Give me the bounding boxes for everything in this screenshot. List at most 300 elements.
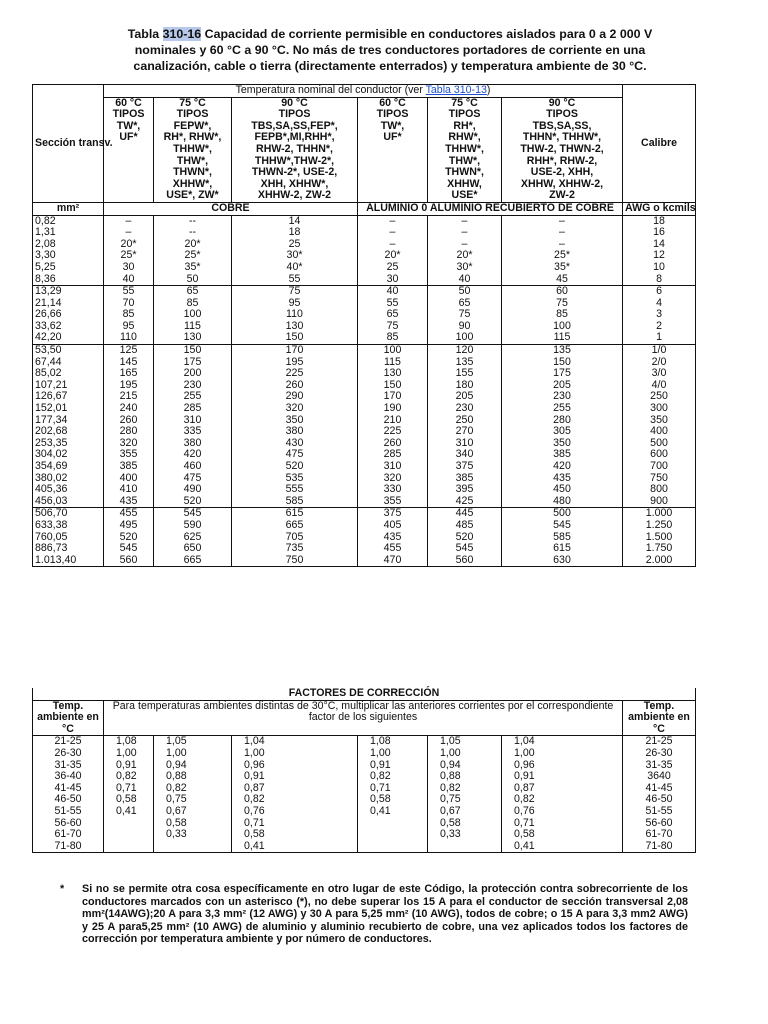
table-cell: 110 [104,332,154,344]
table-cell: 2.000 [623,555,696,567]
correction-cell: 0,58 [232,829,358,841]
table-cell: 180 [428,380,502,392]
correction-cell: 0,41 [104,806,154,818]
correction-cell: 31-35 [33,760,104,772]
table-cell: 1.500 [623,532,696,544]
table-cell: 1.013,40 [33,555,104,567]
table-cell: 375 [428,461,502,473]
table-cell: 85 [104,309,154,321]
table-cell: 735 [232,543,358,555]
correction-cell: 41-45 [623,783,696,795]
table-cell: 30* [232,250,358,262]
type-label: TBS,SA,SS,FEP*, [251,119,338,132]
table-cell: 886,73 [33,543,104,555]
correction-cell: 0,41 [502,841,623,853]
table-cell: 195 [104,380,154,392]
correction-cell: 21-25 [623,736,696,748]
correction-cell: 1,04 [502,736,623,748]
table-cell: 35* [502,262,623,274]
table-cell: 14 [623,239,696,251]
table-row [33,227,696,239]
table-cell: 545 [502,520,623,532]
correction-cell: 0,82 [428,783,502,795]
table-cell: 585 [232,496,358,508]
table-cell: 354,69 [33,461,104,473]
table-cell: 40 [428,274,502,286]
table-cell: 665 [154,555,232,567]
table-cell: 633,38 [33,520,104,532]
table-cell: 230 [154,380,232,392]
table-cell: 445 [428,508,502,520]
correction-cell: 0,87 [502,783,623,795]
type-label: THWN-2*, USE-2, [251,166,338,179]
table-cell: 335 [154,426,232,438]
table-cell: 10 [623,262,696,274]
table-cell: 435 [104,496,154,508]
temp-cell: 90 °C [232,97,358,109]
table-cell: 4 [623,298,696,310]
table-cell: 200 [154,368,232,380]
table-cell: 285 [154,403,232,415]
table-cell: 85 [154,298,232,310]
table-cell: 385 [428,473,502,485]
table-cell: 65 [358,309,428,321]
unit-mm: mm² [33,202,104,215]
table-cell: 1.750 [623,543,696,555]
correction-row [33,829,696,841]
type-label: UF* [119,131,138,144]
table-cell: 625 [154,532,232,544]
type-label: THW*, [448,154,481,167]
table-cell: 425 [428,496,502,508]
table-cell: 126,67 [33,391,104,403]
type-label: THWN*, [173,166,212,179]
correction-cell: 0,75 [154,794,232,806]
table-cell: 75 [358,321,428,333]
table-cell: 300 [623,403,696,415]
table-row [33,461,696,473]
correction-cell: 0,75 [428,794,502,806]
table-cell: 155 [428,368,502,380]
table-cell: 560 [428,555,502,567]
types-cell [428,109,502,202]
table-cell: 520 [428,532,502,544]
table-cell: 90 [428,321,502,333]
type-label: ZW-2 [549,189,575,202]
table-cell: 75 [502,298,623,310]
correction-cell [428,841,502,853]
table-cell: 100 [428,332,502,344]
correction-cell: 0,67 [428,806,502,818]
type-label: RHW-2, THHN*, [256,142,333,155]
types-cell [358,109,428,202]
table-cell: 380 [154,438,232,450]
table-cell: 170 [358,391,428,403]
correction-cell: 1,00 [154,748,232,760]
correction-cell: 36-40 [33,771,104,783]
table-cell: 410 [104,484,154,496]
table-cell: 250 [428,415,502,427]
table-cell: 650 [154,543,232,555]
temp-cell: 75 °C [154,97,232,109]
correction-cell: 0,33 [428,829,502,841]
table-cell: 202,68 [33,426,104,438]
type-label: FEPB*,MI,RHH*, [254,131,335,144]
table-cell: 145 [104,357,154,369]
table-cell: 45 [502,274,623,286]
table-cell: 900 [623,496,696,508]
table-cell: 480 [502,496,623,508]
correction-cell: 1,00 [358,748,428,760]
corr-left-header: Temp. ambiente en °C [33,700,104,736]
correction-cell [104,829,154,841]
table-row [33,520,696,532]
table-cell: 630 [502,555,623,567]
table-cell: 535 [232,473,358,485]
type-label: TIPOS [376,108,409,121]
correction-cell: 1,08 [358,736,428,748]
table-row [33,286,696,298]
table-cell: 0,82 [33,215,104,227]
table-cell: 6 [623,286,696,298]
table-cell: 320 [232,403,358,415]
correction-cell [104,818,154,830]
type-label: RH*, RHW*, [163,131,222,144]
temp-cell: 60 °C [104,97,154,109]
table-cell: 95 [232,298,358,310]
table-cell: 75 [428,309,502,321]
table-cell: 250 [623,391,696,403]
table-cell: 385 [104,461,154,473]
table-cell: 30 [358,274,428,286]
type-label: TIPOS [112,108,145,121]
table-cell: – [502,215,623,227]
table-cell: 435 [358,532,428,544]
table-cell: 255 [502,403,623,415]
table-cell: 400 [623,426,696,438]
table-cell: 14 [232,215,358,227]
table-cell: -- [154,227,232,239]
table-cell: 560 [104,555,154,567]
table-cell: – [428,239,502,251]
table-cell: 615 [232,508,358,520]
table-cell: – [358,215,428,227]
table-cell: 35* [154,262,232,274]
table-cell: – [104,227,154,239]
table-cell: 420 [502,461,623,473]
table-cell: 520 [232,461,358,473]
table-cell: 520 [104,532,154,544]
table-cell: 175 [502,368,623,380]
table-cell: 50 [154,274,232,286]
table-cell: 420 [154,449,232,461]
table-cell: 506,70 [33,508,104,520]
correction-cell: 0,88 [154,771,232,783]
table-cell: 195 [232,357,358,369]
table-cell: 240 [104,403,154,415]
correction-cell: 0,91 [104,760,154,772]
table-cell: 3 [623,309,696,321]
correction-row [33,771,696,783]
table-cell: 253,35 [33,438,104,450]
correction-cell: 41-45 [33,783,104,795]
table-cell: 205 [428,391,502,403]
table-row [33,215,696,227]
type-label: TW*, [380,119,405,132]
type-label: RHW*, [448,131,481,144]
table-cell: 800 [623,484,696,496]
correction-cell: 0,96 [232,760,358,772]
table-cell: 55 [232,274,358,286]
ampacity-table [32,84,696,567]
table-cell: 460 [154,461,232,473]
table-cell: 455 [104,508,154,520]
table-cell: 750 [623,473,696,485]
awg-header: AWG o kcmils [623,202,696,215]
type-label: USE-2, XHH, [530,166,594,179]
table-row [33,262,696,274]
tabla-310-13-link[interactable]: Tabla 310-13 [425,84,487,96]
correction-row [33,841,696,853]
table-cell: 13,29 [33,286,104,298]
table-cell: 16 [623,227,696,239]
type-label: TIPOS [278,108,311,121]
table-cell: 405,36 [33,484,104,496]
table-cell: 260 [104,415,154,427]
correction-cell: 1,08 [104,736,154,748]
table-cell: 75 [232,286,358,298]
table-cell: 190 [358,403,428,415]
table-cell: 615 [502,543,623,555]
correction-cell [358,818,428,830]
table-cell: 20* [358,250,428,262]
type-label: UF* [383,131,402,144]
type-label: XHHW, XHHW-2, [520,177,604,190]
type-label: XHH, XHHW*, [260,177,329,190]
table-cell: 280 [502,415,623,427]
correction-cell: 1,05 [154,736,232,748]
table-cell: 545 [154,508,232,520]
correction-cell: 0,58 [154,818,232,830]
type-label: FEPW*, [173,119,212,132]
correction-cell: 46-50 [33,794,104,806]
correction-row [33,806,696,818]
table-cell: 455 [358,543,428,555]
table-cell: 205 [502,380,623,392]
type-label: THW-2, THWN-2, [520,142,604,155]
types-cell [154,109,232,202]
table-cell: 260 [232,380,358,392]
type-label: USE*, ZW* [166,189,219,202]
table-cell: 70 [104,298,154,310]
table-cell: 270 [428,426,502,438]
table-cell: 304,02 [33,449,104,461]
table-cell: – [104,215,154,227]
table-cell: 380 [232,426,358,438]
table-cell: 430 [232,438,358,450]
table-cell: 700 [623,461,696,473]
type-label: XHHW-2, ZW-2 [257,189,332,202]
correction-cell: 0,82 [232,794,358,806]
correction-cell: 0,91 [502,771,623,783]
temp-title: Temperatura nominal del conductor (ver Tabla 310-13) [104,85,623,98]
table-cell: 25 [358,262,428,274]
type-label: TW*, [116,119,141,132]
table-cell: 8 [623,274,696,286]
table-title: Tabla 310-16 Capacidad de corriente permisible en conductores aislados para 0 a 2 000 V nominales y 60 °C a 90 °C. No más de tres conductores portadores de corriente en una canalización, cable o tierra (directamente enterrados) y temperatura ambiente de 30 °C. [127,27,653,73]
type-label: THHW*, [173,142,212,155]
table-cell: 520 [154,496,232,508]
table-cell: 26,66 [33,309,104,321]
table-cell: – [502,239,623,251]
table-cell: 230 [502,391,623,403]
table-cell: 165 [104,368,154,380]
correction-cell: 56-60 [623,818,696,830]
table-cell: 1,31 [33,227,104,239]
types-cell [502,109,623,202]
table-cell: 20* [104,239,154,251]
table-cell: 225 [232,368,358,380]
table-cell: 170 [232,345,358,357]
temp-cell: 60 °C [358,97,428,109]
table-cell: 3/0 [623,368,696,380]
type-label: THHW*, [445,142,484,155]
correction-cell: 0,71 [104,783,154,795]
table-cell: 380,02 [33,473,104,485]
table-cell: – [502,227,623,239]
correction-cell: 0,33 [154,829,232,841]
correction-cell: 0,71 [358,783,428,795]
table-cell: 665 [232,520,358,532]
type-label: THHN*, THHW*, [522,131,602,144]
table-cell: 320 [358,473,428,485]
correction-cell: 0,71 [502,818,623,830]
table-cell: 25* [104,250,154,262]
type-label: XHHW*, [172,177,213,190]
correction-cell: 0,58 [428,818,502,830]
table-cell: 115 [502,332,623,344]
table-cell: 30 [104,262,154,274]
table-cell: 290 [232,391,358,403]
table-cell: 130 [358,368,428,380]
correction-cell: 0,76 [232,806,358,818]
correction-cell: 21-25 [33,736,104,748]
table-cell: 53,50 [33,345,104,357]
table-cell: 152,01 [33,403,104,415]
table-cell: 107,21 [33,380,104,392]
correction-cell: 1,00 [502,748,623,760]
correction-row [33,748,696,760]
table-cell: 40 [358,286,428,298]
table-cell: 115 [154,321,232,333]
table-cell: 85,02 [33,368,104,380]
table-cell: 150 [358,380,428,392]
correction-cell: 1,00 [104,748,154,760]
table-cell: 100 [358,345,428,357]
table-cell: 50 [428,286,502,298]
table-cell: 40 [104,274,154,286]
table-cell: 600 [623,449,696,461]
aluminum-header: ALUMINIO 0 ALUMINIO RECUBIERTO DE COBRE [358,202,623,215]
table-cell: 65 [154,286,232,298]
table-cell: 485 [428,520,502,532]
table-cell: 100 [154,309,232,321]
type-label: USE* [451,189,478,202]
correction-cell: 1,00 [428,748,502,760]
table-cell: 340 [428,449,502,461]
table-cell: 355 [104,449,154,461]
table-cell: 350 [502,438,623,450]
correction-cell: 0,94 [154,760,232,772]
correction-cell [104,841,154,853]
correction-cell: 0,71 [232,818,358,830]
table-cell: 18 [232,227,358,239]
table-cell: -- [154,215,232,227]
table-cell: 1/0 [623,345,696,357]
table-cell: 320 [104,438,154,450]
type-label: RHH*, RHW-2, [526,154,598,167]
section-header: Sección transv. [33,85,104,203]
correction-cell: 0,76 [502,806,623,818]
table-cell: 310 [428,438,502,450]
table-cell: 1 [623,332,696,344]
correction-cell: 56-60 [33,818,104,830]
correction-cell: 0,96 [502,760,623,772]
temp-cell: 75 °C [428,97,502,109]
table-cell: 585 [502,532,623,544]
correction-cell: 0,82 [502,794,623,806]
correction-cell: 0,58 [104,794,154,806]
table-cell: 42,20 [33,332,104,344]
correction-cell: 26-30 [33,748,104,760]
table-cell: 130 [232,321,358,333]
correction-row [33,818,696,830]
table-cell: 350 [232,415,358,427]
table-cell: 135 [428,357,502,369]
correction-cell: 0,82 [358,771,428,783]
correction-cell: 31-35 [623,760,696,772]
table-cell: – [428,227,502,239]
table-cell: 40* [232,262,358,274]
table-cell: 210 [358,415,428,427]
table-cell: 21,14 [33,298,104,310]
table-cell: 2,08 [33,239,104,251]
table-cell: 25* [154,250,232,262]
correction-cell: 1,00 [232,748,358,760]
correction-cell: 61-70 [623,829,696,841]
correction-cell: 0,94 [428,760,502,772]
table-cell: 280 [104,426,154,438]
table-cell: – [358,227,428,239]
copper-header: COBRE [104,202,358,215]
table-cell: 120 [428,345,502,357]
table-cell: 500 [623,438,696,450]
table-cell: 350 [623,415,696,427]
table-cell: 177,34 [33,415,104,427]
table-cell: 85 [358,332,428,344]
table-cell: – [358,239,428,251]
table-cell: 30* [428,262,502,274]
table-cell: 115 [358,357,428,369]
type-label: THHW*,THW-2*, [254,154,335,167]
table-cell: 495 [104,520,154,532]
correction-cell: 0,58 [502,829,623,841]
gauge-header: Calibre [623,85,696,203]
table-cell: 545 [428,543,502,555]
correction-cell: 0,82 [154,783,232,795]
correction-cell: 0,58 [358,794,428,806]
table-cell: 175 [154,357,232,369]
